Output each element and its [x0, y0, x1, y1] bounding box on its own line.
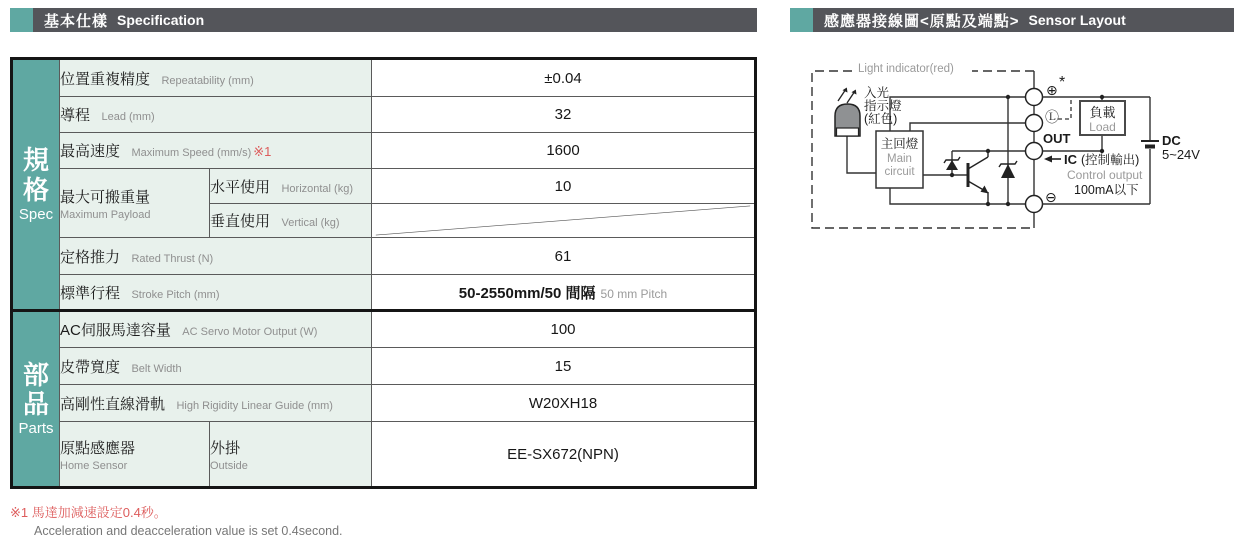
dc-voltage-label: 5~24V	[1162, 147, 1200, 162]
spec-header-title-zh: 基本仕樣	[44, 12, 109, 30]
junction-dot	[950, 173, 954, 177]
load-label-en: Load	[1089, 120, 1116, 134]
battery-icon	[1141, 141, 1159, 147]
sensor-section-header	[790, 8, 1234, 32]
dc-label: DC	[1162, 133, 1181, 148]
label-stroke-pitch	[60, 275, 372, 311]
sidebar-parts-en: Parts	[18, 420, 54, 438]
table-row	[12, 348, 756, 385]
ic-label-zh: (控制輸出)	[1081, 153, 1140, 167]
table-row	[12, 169, 756, 204]
junction-dot	[1006, 202, 1010, 206]
terminal-out-circle	[1026, 143, 1043, 160]
value-rated-thrust: 61	[372, 238, 756, 275]
label-en: Home Sensor	[60, 459, 128, 472]
table-row	[12, 59, 756, 97]
ic-label: IC	[1064, 152, 1077, 167]
sensor-header-title-zh: 感應器接線圖<原點及端點>	[824, 12, 1020, 30]
main-circuit-label-zh: 主回燈	[880, 137, 919, 151]
table-row	[12, 422, 756, 488]
label-en: Repeatability (mm)	[161, 74, 254, 87]
junction-dot	[986, 149, 990, 153]
spec-table	[10, 57, 757, 489]
table-row	[12, 311, 756, 348]
ic-arrow-icon	[1044, 156, 1061, 163]
sensor-layout-section	[790, 8, 1234, 251]
label-linear-guide	[60, 385, 372, 422]
led-label-zh1: 入光	[864, 86, 890, 100]
label-zh: 原點感應器	[60, 439, 136, 457]
value-linear-guide: W20XH18	[372, 385, 756, 422]
value-servo-output: 100	[372, 311, 756, 348]
label-en: Stroke Pitch (mm)	[131, 288, 220, 301]
main-circuit-label-en1: Main	[887, 153, 912, 165]
label-en: High Rigidity Linear Guide (mm)	[176, 399, 333, 412]
label-home-sensor-outside	[210, 422, 372, 488]
label-zh: AC伺服馬達容量	[60, 322, 171, 339]
label-lead	[60, 97, 372, 133]
label-zh: 水平使用	[210, 178, 271, 196]
value-home-sensor: EE-SX672(NPN)	[372, 422, 756, 488]
terminal-plus-circle	[1026, 89, 1043, 106]
stroke-range: 50-2550mm/50 間隔	[458, 284, 596, 302]
label-zh: 最大可搬重量	[60, 188, 151, 206]
sidebar-spec-char1: 規	[22, 145, 49, 176]
label-repeatability	[60, 59, 372, 97]
footnote-marker: ※1	[253, 144, 272, 159]
label-servo-output	[60, 311, 372, 348]
value-belt-width: 15	[372, 348, 756, 385]
label-zh: 最高速度	[60, 143, 121, 160]
junction-dot	[986, 202, 990, 206]
terminal-l-symbol: Ⓛ	[1045, 109, 1059, 125]
label-zh: 外掛	[210, 439, 241, 457]
npn-transistor-icon	[968, 151, 989, 204]
spec-section-header	[10, 8, 757, 32]
control-output-label: Control output	[1067, 168, 1143, 182]
teal-accent-square	[10, 8, 33, 32]
label-home-sensor	[60, 422, 210, 488]
not-applicable-diagonal-line	[372, 204, 754, 237]
label-en: Maximum Speed (mm/s)	[131, 147, 252, 159]
table-row	[12, 133, 756, 169]
sidebar-spec-en: Spec	[18, 205, 54, 223]
light-indicator-label: Light indicator(red)	[858, 63, 954, 75]
terminal-plus-symbol: ⊕	[1046, 82, 1058, 98]
label-zh: 定格推力	[60, 248, 121, 266]
label-payload-horizontal	[210, 169, 372, 204]
terminal-minus-symbol: ⊖	[1045, 189, 1057, 205]
label-zh: 垂直使用	[210, 213, 271, 230]
led-base	[837, 128, 859, 136]
spec-header-bar	[33, 8, 757, 32]
sidebar-spec-group	[12, 59, 60, 311]
main-circuit-label-en2: circuit	[884, 166, 915, 178]
protection-zener-diode-icon	[999, 161, 1017, 178]
junction-dot	[1006, 95, 1010, 99]
led-label-zh3: (紅色)	[864, 112, 898, 126]
label-belt-width	[60, 348, 372, 385]
sensor-wiring-diagram	[790, 56, 1234, 246]
terminal-minus-circle	[1026, 196, 1043, 213]
label-en: AC Servo Motor Output (W)	[182, 326, 318, 338]
label-zh: 高剛性直線滑軌	[60, 395, 166, 413]
label-en: Rated Thrust (N)	[131, 252, 214, 265]
sidebar-parts-char1: 部	[22, 359, 49, 390]
specification-section	[10, 8, 757, 538]
label-en: Vertical (kg)	[281, 217, 340, 229]
label-rated-thrust	[60, 238, 372, 275]
label-en: Outside	[210, 459, 248, 472]
label-en: Lead (mm)	[101, 111, 155, 123]
footnote-en: Acceleration and deacceleration value is set 0.4second.	[34, 524, 343, 538]
label-zh: 位置重複精度	[60, 70, 151, 88]
sidebar-parts-group	[12, 311, 60, 488]
minus-wire	[890, 188, 1026, 204]
teal-accent-square	[790, 8, 813, 32]
label-zh: 導程	[60, 107, 91, 124]
label-max-speed	[60, 133, 372, 169]
label-en: Belt Width	[131, 362, 182, 375]
sensor-header-title-en: Sensor Layout	[1028, 12, 1126, 28]
stroke-pitch-sub: 50 mm Pitch	[600, 286, 668, 301]
load-label-zh: 負載	[1089, 105, 1116, 120]
label-en: Horizontal (kg)	[281, 182, 353, 195]
value-lead: 32	[372, 97, 756, 133]
sidebar-parts-char2: 品	[22, 389, 49, 419]
terminal-l-circle	[1026, 115, 1043, 132]
label-zh: 標準行程	[60, 284, 121, 302]
l-terminal-dashed-link	[1058, 98, 1071, 119]
footnote	[10, 502, 757, 538]
label-en: Maximum Payload	[60, 208, 151, 221]
terminal-out-label: OUT	[1043, 131, 1071, 146]
value-max-speed: 1600	[372, 133, 756, 169]
table-row	[12, 275, 756, 311]
terminal-star-symbol: *	[1059, 74, 1066, 91]
spec-header-title-en: Specification	[117, 12, 205, 28]
label-payload	[60, 169, 210, 238]
label-zh: 皮帶寬度	[60, 358, 121, 376]
led-label-zh2: 指示燈	[864, 99, 902, 113]
table-row	[12, 385, 756, 422]
table-row	[12, 238, 756, 275]
value-payload-vertical-na	[372, 204, 756, 238]
label-payload-vertical	[210, 204, 372, 238]
footnote-zh: ※1 馬達加減速設定0.4秒。	[10, 505, 167, 520]
value-stroke-pitch	[372, 275, 756, 311]
junction-dot	[1100, 95, 1104, 99]
led-wire	[847, 136, 876, 173]
value-payload-horizontal: 10	[372, 169, 756, 204]
incident-light-arrows-icon	[838, 88, 857, 104]
sidebar-spec-char2: 格	[22, 174, 49, 205]
table-row	[12, 97, 756, 133]
current-limit-label: 100mA以下	[1074, 183, 1139, 197]
sensor-header-bar	[813, 8, 1234, 32]
value-repeatability: ±0.04	[372, 59, 756, 97]
